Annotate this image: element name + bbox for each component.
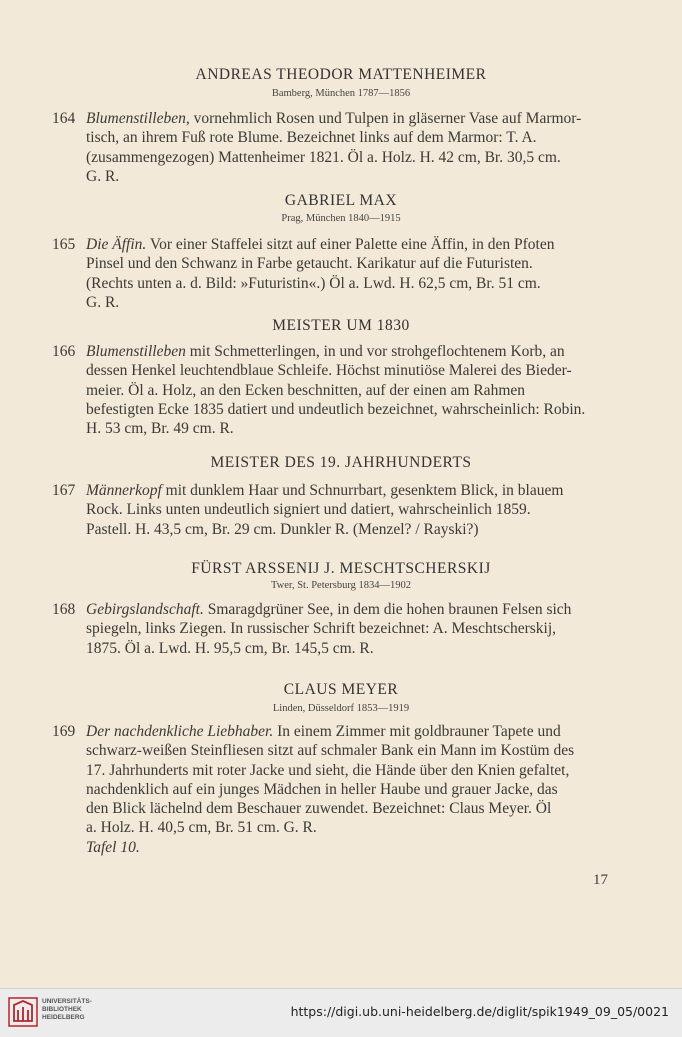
entry-number: 167 xyxy=(52,482,76,499)
entry-line: a. Holz. H. 40,5 cm, Br. 51 cm. G. R. xyxy=(86,819,317,837)
entry-line: Vor einer Staffelei sitzt auf einer Palette eine Äffin, in den Pfoten xyxy=(146,236,555,253)
entry-line: 17. Jahrhunderts mit roter Jacke und sieht, die Hände über den Knien gefaltet, xyxy=(86,761,570,779)
entry-number: 164 xyxy=(52,110,76,127)
artist-dates: Twer, St. Petersburg 1834—1902 xyxy=(270,580,412,591)
catalog-entry xyxy=(52,342,612,438)
entry-title: Männerkopf xyxy=(86,482,162,499)
entry-title: Die Äffin. xyxy=(86,236,147,253)
entry-line: Smaragdgrüner See, in dem die hohen braunen Felsen sich xyxy=(203,601,572,618)
entry-line: mit dunklem Haar und Schnurrbart, gesenktem Blick, in blauem xyxy=(161,482,564,499)
catalog-entry xyxy=(52,600,612,658)
entry-title: Blumenstilleben, xyxy=(86,110,190,127)
entry-line: den Blick lächelnd dem Beschauer zuwendet. Bezeichnet: Claus Meyer. Öl xyxy=(86,800,552,818)
entry-line: schwarz-weißen Steinfliesen sitzt auf schmaler Bank ein Mann im Kostüm des xyxy=(86,742,575,760)
artist-heading: GABRIEL MAX xyxy=(284,192,398,209)
artist-dates: Linden, Düsseldorf 1853—1919 xyxy=(272,703,410,714)
entry-line: G. R. xyxy=(86,293,120,311)
catalog-entry xyxy=(52,722,612,857)
entry-number: 169 xyxy=(52,723,76,740)
entry-line: H. 53 cm, Br. 49 cm. R. xyxy=(86,420,234,438)
entry-line: Pastell. H. 43,5 cm, Br. 29 cm. Dunkler R. (Menzel? / Rayski?) xyxy=(86,520,479,538)
entry-line: spiegeln, links Ziegen. In russischer Schrift bezeichnet: A. Meschtscherskij, xyxy=(86,620,557,638)
university-library-logo-icon xyxy=(8,997,38,1027)
page-number: 17 xyxy=(593,872,608,888)
artist-heading: FÜRST ARSSENIJ J. MESCHTSCHERSKIJ xyxy=(191,560,491,577)
artist-heading: MEISTER UM 1830 xyxy=(272,317,410,334)
entry-line: 1875. Öl a. Lwd. H. 95,5 cm, Br. 145,5 cm. R. xyxy=(86,639,374,657)
entry-line: nachdenklich auf ein junges Mädchen in heller Haube und grauer Jacke, das xyxy=(86,780,558,798)
entry-line: vornehmlich Rosen und Tulpen in gläserner Vase auf Marmor- xyxy=(189,110,582,127)
entry-title: Der nachdenkliche Liebhaber. xyxy=(86,723,274,740)
artist-dates: Prag, München 1840—1915 xyxy=(281,213,401,224)
entry-number: 168 xyxy=(52,601,76,618)
artist-heading: MEISTER DES 19. JAHRHUNDERTS xyxy=(210,454,472,471)
library-name: UNIVERSITÄTS- BIBLIOTHEK HEIDELBERG xyxy=(42,998,92,1021)
plate-reference: Tafel 10. xyxy=(86,838,140,856)
artist-dates: Bamberg, München 1787—1856 xyxy=(271,88,411,99)
entry-line: Rock. Links unten undeutlich signiert und datiert, wahrscheinlich 1859. xyxy=(86,501,531,519)
entry-number: 165 xyxy=(52,236,76,253)
viewer-footer xyxy=(0,988,682,1037)
entry-line: befestigten Ecke 1835 datiert und undeutlich bezeichnet, wahrscheinlich: Robin. xyxy=(86,400,586,418)
artist-heading: CLAUS MEYER xyxy=(283,681,399,698)
entry-line: tisch, an ihrem Fuß rote Blume. Bezeichnet links auf dem Marmor: T. A. xyxy=(86,129,537,147)
artist-heading: ANDREAS THEODOR MATTENHEIMER xyxy=(195,66,487,83)
catalog-entry xyxy=(52,235,612,312)
entry-title: Blumenstilleben xyxy=(86,343,186,360)
entry-line: dessen Henkel leuchtendblaue Schleife. Höchst minutiöse Malerei des Bieder- xyxy=(86,362,572,380)
catalog-entry xyxy=(52,109,612,186)
entry-title: Gebirgslandschaft. xyxy=(86,601,204,618)
entry-line: mit Schmetterlingen, in und vor strohgeflochtenem Korb, an xyxy=(185,343,565,360)
catalog-entry xyxy=(52,481,612,539)
entry-line: G. R. xyxy=(86,167,120,185)
entry-line: (zusammengezogen) Mattenheimer 1821. Öl a. Holz. H. 42 cm, Br. 30,5 cm. xyxy=(86,148,561,166)
entry-line: meier. Öl a. Holz, an den Ecken beschnitten, auf der einen am Rahmen xyxy=(86,381,526,399)
entry-line: In einem Zimmer mit goldbrauner Tapete und xyxy=(273,723,561,740)
entry-line: (Rechts unten a. d. Bild: »Futuristin«.) Öl a. Lwd. H. 62,5 cm, Br. 51 cm. xyxy=(86,274,541,292)
entry-number: 166 xyxy=(52,343,76,360)
page-url-link[interactable]: https://digi.ub.uni-heidelberg.de/diglit/spik1949_09_05/0021 xyxy=(290,1004,669,1019)
entry-line: Pinsel und den Schwanz in Farbe getaucht. Karikatur auf die Futuristen. xyxy=(86,255,533,273)
